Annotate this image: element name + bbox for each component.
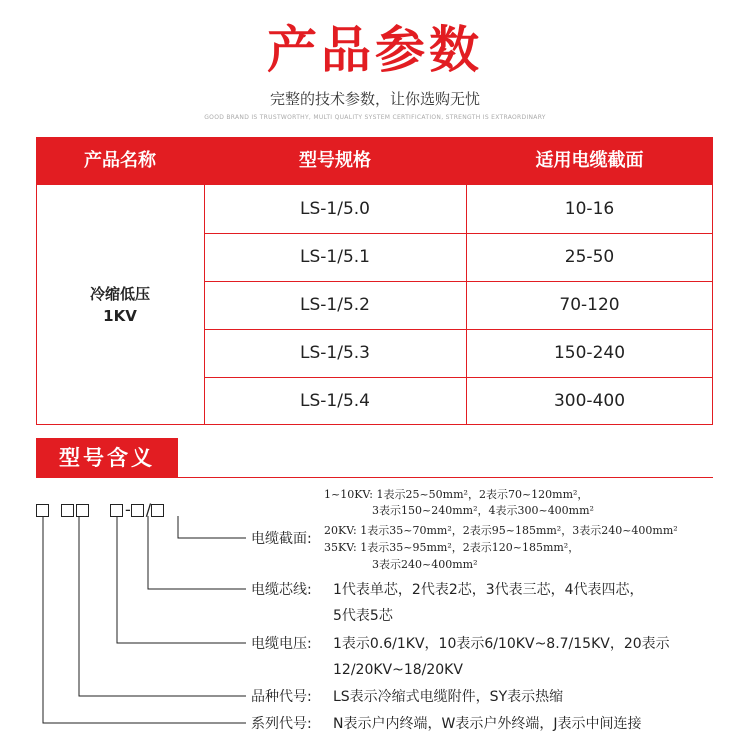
variety-label: 品种代号: [251, 689, 312, 705]
series-label: 系列代号: [251, 716, 312, 732]
header-cable-section: 适用电缆截面 [535, 150, 644, 171]
product-name-line: 冷缩低压 [89, 285, 150, 303]
section-badge: 型号含义 [36, 438, 178, 478]
header-product-name: 产品名称 [84, 150, 156, 171]
model-cell: LS-1/5.4 [300, 391, 370, 411]
model-cell: LS-1/5.1 [300, 247, 370, 267]
section-detail-line: 35KV: 1表示35~95mm²，2表示120~185mm²， [324, 541, 580, 554]
english-tagline: GOOD BRAND IS TRUSTWORTHY, MULTI QUALITY SYSTEM CERTIFICATION, STRENGTH IS EXTRAORDINARY [204, 114, 546, 121]
variety-detail: LS表示冷缩式电缆附件，SY表示热缩 [333, 689, 564, 705]
section-detail-line: 20KV: 1表示35~70mm²，2表示95~185mm²，3表示240~400mm² [324, 524, 678, 537]
voltage-detail-line: 1表示0.6/1KV，10表示6/10KV~8.7/15KV，20表示 [333, 636, 670, 652]
product-name-line: 1KV [103, 307, 137, 325]
section-cell: 10-16 [564, 199, 615, 219]
section-cell: 25-50 [564, 247, 615, 267]
voltage-label: 电缆电压: [251, 636, 312, 652]
series-detail: N表示户内终端，W表示户外终端，J表示中间连接 [333, 716, 642, 732]
section-cell: 150-240 [553, 343, 626, 363]
model-cell: LS-1/5.2 [300, 295, 370, 315]
section-cell: 70-120 [559, 295, 620, 315]
section-detail-line: 3表示150~240mm²，4表示300~400mm² [372, 504, 594, 517]
section-cell: 300-400 [553, 391, 626, 411]
model-cell: LS-1/5.0 [300, 199, 370, 219]
cable-section-label: 电缆截面: [251, 531, 312, 547]
header-model: 型号规格 [299, 150, 371, 171]
model-cell: LS-1/5.3 [300, 343, 370, 363]
code-separator: / [145, 500, 152, 519]
core-detail-line: 1代表单芯，2代表2芯，3代表三芯，4代表四芯， [333, 582, 644, 598]
section-detail-line: 3表示240~400mm² [372, 558, 478, 571]
section-detail-line: 1~10KV: 1表示25~50mm²，2表示70~120mm²， [324, 488, 589, 501]
core-detail-line: 5代表5芯 [333, 608, 393, 624]
code-separator: - [125, 500, 131, 519]
core-label: 电缆芯线: [251, 582, 312, 598]
voltage-detail-line: 12/20KV~18/20KV [333, 662, 463, 678]
page-title: 产品参数 [267, 21, 483, 79]
page-subtitle: 完整的技术参数，让你选购无忧 [269, 90, 480, 108]
